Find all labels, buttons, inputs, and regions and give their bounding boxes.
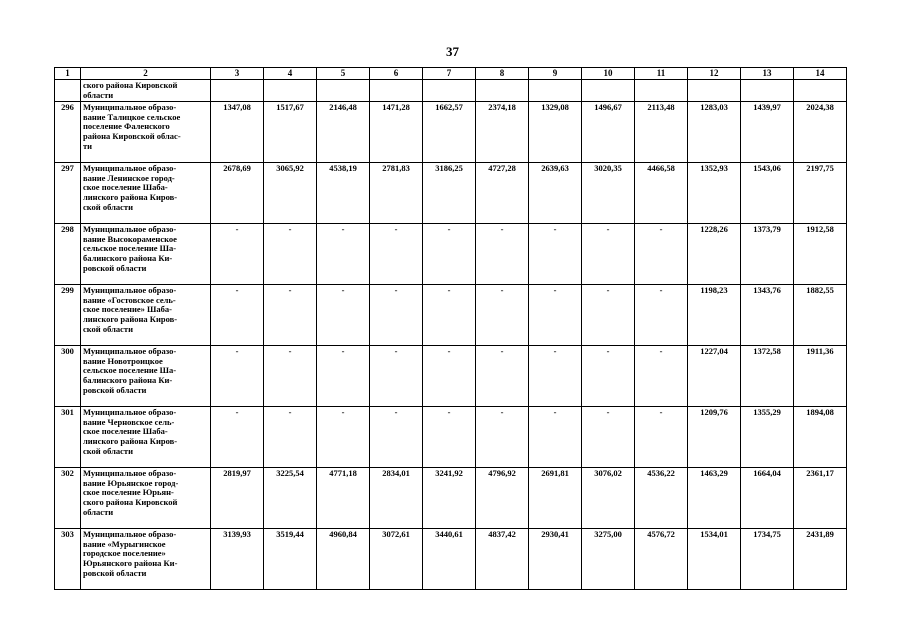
municipality-name-line: ского района Кировской (83, 496, 178, 507)
column-header: 2 (81, 68, 211, 80)
municipality-name-line: области (83, 506, 114, 517)
value-cell: 1543,06 (741, 163, 794, 224)
value-cell: - (529, 224, 582, 285)
value-cell: 2024,38 (794, 102, 847, 163)
value-cell: - (635, 224, 688, 285)
value-cell: 1227,04 (688, 346, 741, 407)
municipality-name-line: ской области (83, 445, 133, 456)
value-cell: 3072,61 (370, 529, 423, 590)
value-cell: - (317, 346, 370, 407)
value-cell: 3076,02 (582, 468, 635, 529)
value-cell: - (423, 224, 476, 285)
column-header: 5 (317, 68, 370, 80)
value-cell: 3275,00 (582, 529, 635, 590)
value-cell: 4727,28 (476, 163, 529, 224)
page-number: 37 (446, 44, 459, 59)
municipality-name-line: ской области (83, 201, 133, 212)
value-cell: - (635, 346, 688, 407)
value-cell: 1662,57 (423, 102, 476, 163)
value-cell: 1463,29 (688, 468, 741, 529)
value-cell: 2361,17 (794, 468, 847, 529)
value-cell: - (370, 346, 423, 407)
municipality-name-line: Муниципальное образо- (83, 163, 177, 174)
table-header (55, 68, 847, 80)
value-cell: 1882,55 (794, 285, 847, 346)
value-cell: 4576,72 (635, 529, 688, 590)
table-row (55, 224, 847, 285)
municipality-name-line: Муниципальное образо- (83, 468, 177, 479)
municipality-name (81, 163, 211, 224)
value-cell: - (211, 285, 264, 346)
value-cell: - (317, 407, 370, 468)
municipality-name-line: вание Ленинское город- (83, 172, 175, 183)
column-header: 12 (688, 68, 741, 80)
municipality-name (81, 468, 211, 529)
value-cell: 3020,35 (582, 163, 635, 224)
value-cell: - (582, 407, 635, 468)
value-cell: - (529, 346, 582, 407)
value-cell: - (370, 224, 423, 285)
value-cell: 4796,92 (476, 468, 529, 529)
value-cell: 1894,08 (794, 407, 847, 468)
value-cell: 1496,67 (582, 102, 635, 163)
value-cell: - (582, 285, 635, 346)
value-cell: 3139,93 (211, 529, 264, 590)
value-cell: - (476, 285, 529, 346)
column-header: 3 (211, 68, 264, 80)
continuation-row (55, 80, 847, 102)
municipality-name-line: Муниципальное образо- (83, 346, 177, 357)
row-number: 300 (55, 346, 81, 407)
tariff-table (54, 67, 847, 590)
continuation-line: области (83, 89, 114, 100)
value-cell: 3065,92 (264, 163, 317, 224)
column-header: 13 (741, 68, 794, 80)
value-cell: 1209,76 (688, 407, 741, 468)
municipality-name (81, 102, 211, 163)
row-number: 302 (55, 468, 81, 529)
table-row (55, 407, 847, 468)
value-cell: - (423, 407, 476, 468)
municipality-name-line: Муниципальное образо- (83, 102, 177, 113)
value-cell: 4960,84 (317, 529, 370, 590)
value-cell: 1912,58 (794, 224, 847, 285)
continuation-num (55, 80, 81, 102)
value-cell: 1228,26 (688, 224, 741, 285)
value-cell: 2146,48 (317, 102, 370, 163)
municipality-name (81, 224, 211, 285)
municipality-name-line: сельское поселение Ша- (83, 243, 177, 254)
row-number: 297 (55, 163, 81, 224)
row-number: 296 (55, 102, 81, 163)
value-cell: 2639,63 (529, 163, 582, 224)
value-cell: 1283,03 (688, 102, 741, 163)
value-cell: - (529, 407, 582, 468)
column-header: 11 (635, 68, 688, 80)
municipality-name-line: ское поселение Юрьян- (83, 487, 174, 498)
row-number: 299 (55, 285, 81, 346)
value-cell: 1355,29 (741, 407, 794, 468)
municipality-name-line: вание Новотроицкое (83, 355, 163, 366)
column-header: 9 (529, 68, 582, 80)
column-header: 7 (423, 68, 476, 80)
municipality-name-line: Муниципальное образо- (83, 407, 177, 418)
value-cell: 2930,41 (529, 529, 582, 590)
continuation-line: ского района Кировской (83, 80, 178, 90)
value-cell: 1517,67 (264, 102, 317, 163)
municipality-name (81, 285, 211, 346)
value-cell: - (211, 407, 264, 468)
municipality-name-line: ровской области (83, 384, 147, 395)
value-cell: - (317, 285, 370, 346)
value-cell: - (370, 407, 423, 468)
municipality-name-line: линского района Киров- (83, 435, 178, 446)
value-cell: 1347,08 (211, 102, 264, 163)
value-cell: - (529, 285, 582, 346)
value-cell: 1198,23 (688, 285, 741, 346)
municipality-name-line: вание Черновское сель- (83, 416, 175, 427)
municipality-name-line: ской области (83, 323, 133, 334)
value-cell: 4536,22 (635, 468, 688, 529)
value-cell: 2781,83 (370, 163, 423, 224)
value-cell: 1734,75 (741, 529, 794, 590)
value-cell: 1352,93 (688, 163, 741, 224)
value-cell: 4538,19 (317, 163, 370, 224)
value-cell: 2819,97 (211, 468, 264, 529)
value-cell: 4837,42 (476, 529, 529, 590)
row-number: 301 (55, 407, 81, 468)
value-cell: - (635, 285, 688, 346)
municipality-name-line: ровской области (83, 567, 147, 578)
municipality-name-line: поселение Фаленского (83, 121, 170, 132)
row-number: 298 (55, 224, 81, 285)
municipality-name-line: вание «Гостовское сель- (83, 294, 176, 305)
value-cell: 2197,75 (794, 163, 847, 224)
table-row (55, 285, 847, 346)
value-cell: 1372,58 (741, 346, 794, 407)
value-cell: - (211, 346, 264, 407)
municipality-name-line: ское поселение» Шаба- (83, 304, 172, 315)
table-row (55, 529, 847, 590)
value-cell: - (476, 224, 529, 285)
table-body (55, 80, 847, 590)
municipality-name-line: вание Талицкое сельское (83, 111, 181, 122)
value-cell: - (317, 224, 370, 285)
column-header: 6 (370, 68, 423, 80)
value-cell: 1373,79 (741, 224, 794, 285)
municipality-name (81, 346, 211, 407)
value-cell: - (423, 346, 476, 407)
value-cell: 2113,48 (635, 102, 688, 163)
value-cell: - (423, 285, 476, 346)
municipality-name-line: района Кировской облас- (83, 130, 181, 141)
municipality-name-line: вание «Мурыгинское (83, 538, 166, 549)
value-cell: - (476, 407, 529, 468)
municipality-name-line: ровской области (83, 262, 147, 273)
value-cell: - (370, 285, 423, 346)
municipality-name-line: балинского района Ки- (83, 252, 173, 263)
municipality-name-line: сельское поселение Ша- (83, 365, 177, 376)
municipality-name-line: Муниципальное образо- (83, 529, 177, 540)
value-cell: 1329,08 (529, 102, 582, 163)
column-header: 4 (264, 68, 317, 80)
municipality-name-line: Муниципальное образо- (83, 224, 177, 235)
municipality-name-line: Муниципальное образо- (83, 285, 177, 296)
column-header: 10 (582, 68, 635, 80)
column-header: 1 (55, 68, 81, 80)
value-cell: - (211, 224, 264, 285)
value-cell: 3225,54 (264, 468, 317, 529)
value-cell: 1664,04 (741, 468, 794, 529)
value-cell: - (264, 346, 317, 407)
municipality-name (81, 529, 211, 590)
municipality-name-line: Юрьянского района Ки- (83, 557, 178, 568)
municipality-name-line: вание Высокораменское (83, 233, 177, 244)
value-cell: 1534,01 (688, 529, 741, 590)
value-cell: 3186,25 (423, 163, 476, 224)
value-cell: 1439,97 (741, 102, 794, 163)
municipality-name-line: ти (83, 140, 93, 151)
value-cell: 4771,18 (317, 468, 370, 529)
municipality-name-line: городское поселение» (83, 548, 166, 559)
value-cell: 1911,36 (794, 346, 847, 407)
municipality-name-line: линского района Киров- (83, 191, 178, 202)
value-cell: 2431,89 (794, 529, 847, 590)
value-cell: - (582, 224, 635, 285)
table-row (55, 346, 847, 407)
table-row (55, 468, 847, 529)
municipality-name-line: ское поселение Шаба- (83, 426, 168, 437)
municipality-name-line: ское поселение Шаба- (83, 182, 168, 193)
value-cell: 2374,18 (476, 102, 529, 163)
municipality-name-line: вание Юрьянское город- (83, 477, 179, 488)
value-cell: 1471,28 (370, 102, 423, 163)
value-cell: 2678,69 (211, 163, 264, 224)
value-cell: 3241,92 (423, 468, 476, 529)
municipality-name (81, 407, 211, 468)
value-cell: 4466,58 (635, 163, 688, 224)
value-cell: - (582, 346, 635, 407)
municipality-name-line: балинского района Ки- (83, 374, 173, 385)
row-number: 303 (55, 529, 81, 590)
value-cell: 3440,61 (423, 529, 476, 590)
column-header: 8 (476, 68, 529, 80)
value-cell: - (264, 285, 317, 346)
municipality-name-line: линского района Киров- (83, 313, 178, 324)
column-header: 14 (794, 68, 847, 80)
value-cell: - (476, 346, 529, 407)
header-row (55, 68, 847, 80)
value-cell: 2834,01 (370, 468, 423, 529)
value-cell: 2691,81 (529, 468, 582, 529)
continuation-name (81, 80, 211, 102)
table-row (55, 102, 847, 163)
value-cell: - (635, 407, 688, 468)
value-cell: - (264, 224, 317, 285)
table-row (55, 163, 847, 224)
value-cell: 3519,44 (264, 529, 317, 590)
value-cell: 1343,76 (741, 285, 794, 346)
value-cell: - (264, 407, 317, 468)
